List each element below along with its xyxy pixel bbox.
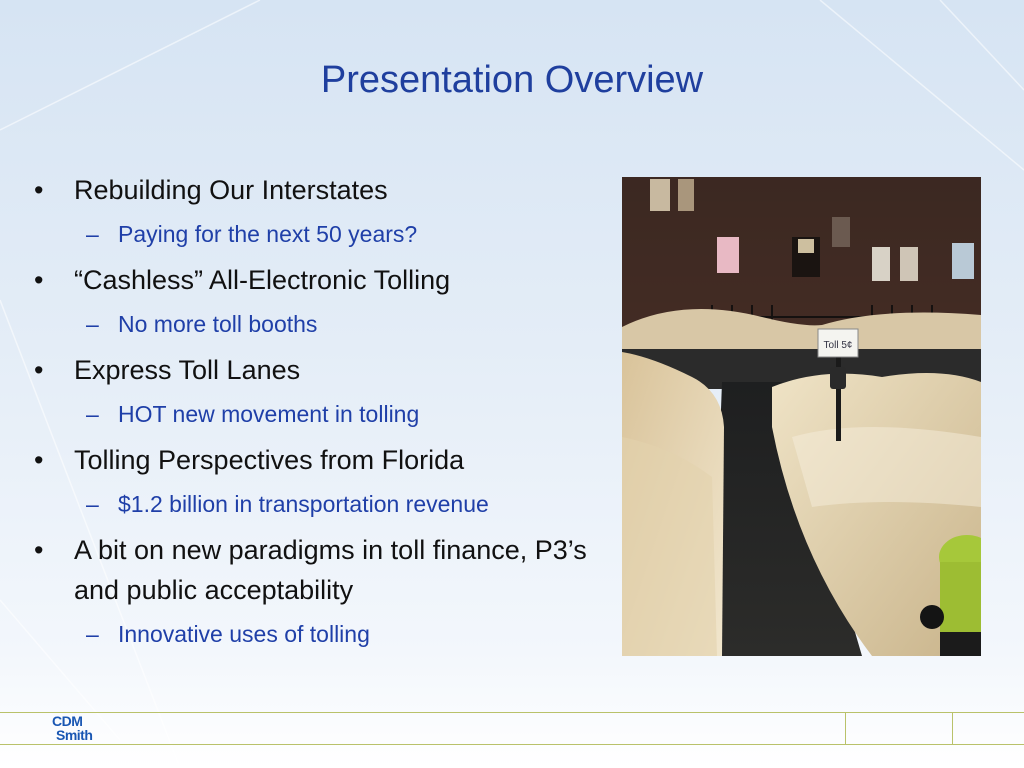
sub-bullet-mark: – bbox=[86, 401, 99, 427]
bullet-item bbox=[34, 350, 614, 390]
bullet-mark: • bbox=[34, 265, 44, 295]
sub-bullet-mark: – bbox=[86, 621, 99, 647]
bullet-item bbox=[34, 440, 614, 480]
bullet-mark: • bbox=[34, 355, 44, 385]
bullet-item bbox=[34, 530, 614, 610]
sub-bullet-text: HOT new movement in tolling bbox=[118, 401, 420, 427]
snowy-street-photo bbox=[622, 177, 981, 656]
footer-rule-top bbox=[0, 712, 1024, 713]
bullet-text: Rebuilding Our Interstates bbox=[74, 175, 388, 205]
footer-divider bbox=[952, 712, 953, 744]
sub-bullet-item bbox=[34, 306, 614, 342]
bullet-text: “Cashless” All-Electronic Tolling bbox=[74, 265, 451, 295]
bullet-list bbox=[34, 170, 614, 652]
bullet-text: Express Toll Lanes bbox=[74, 355, 301, 385]
bullet-mark: • bbox=[34, 175, 44, 205]
logo-line-2: Smith bbox=[56, 727, 93, 743]
sub-bullet-item bbox=[34, 396, 614, 432]
bullet-text: A bit on new paradigms in toll finance, P3’s and public acceptability bbox=[74, 535, 587, 605]
sub-bullet-text: $1.2 billion in transportation revenue bbox=[118, 491, 489, 517]
sub-bullet-item bbox=[34, 486, 614, 522]
bullet-item bbox=[34, 170, 614, 210]
sub-bullet-mark: – bbox=[86, 221, 99, 247]
sub-bullet-text: No more toll booths bbox=[118, 311, 318, 337]
sub-bullet-text: Innovative uses of tolling bbox=[118, 621, 370, 647]
sub-bullet-item bbox=[34, 216, 614, 252]
photo-illustration bbox=[622, 177, 981, 656]
logo-line-1: CDM bbox=[52, 713, 83, 729]
footer-rule-bottom bbox=[0, 744, 1024, 745]
cdm-smith-logo bbox=[52, 714, 92, 742]
bullet-item bbox=[34, 260, 614, 300]
footer-divider bbox=[845, 712, 846, 744]
toll-sign-text: Toll 5¢ bbox=[823, 340, 853, 351]
sub-bullet-item bbox=[34, 616, 614, 652]
bullet-mark: • bbox=[34, 535, 44, 565]
slide-title: Presentation Overview bbox=[320, 59, 704, 101]
bullet-text: Tolling Perspectives from Florida bbox=[74, 445, 465, 475]
sub-bullet-mark: – bbox=[86, 491, 99, 517]
sub-bullet-text: Paying for the next 50 years? bbox=[118, 221, 418, 247]
bullet-mark: • bbox=[34, 445, 44, 475]
sub-bullet-mark: – bbox=[86, 311, 99, 337]
parking-meter bbox=[830, 367, 846, 389]
